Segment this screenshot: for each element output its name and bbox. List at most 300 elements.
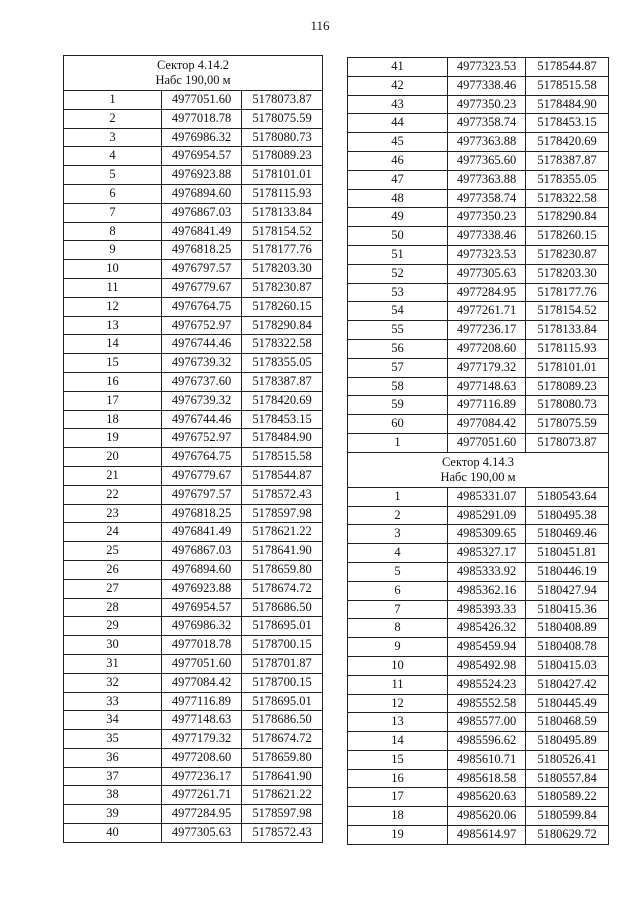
x-coordinate-cell: 4977305.63 bbox=[448, 264, 526, 283]
table-row bbox=[348, 208, 609, 227]
point-number-cell: 23 bbox=[64, 504, 162, 523]
point-number-cell: 30 bbox=[64, 636, 162, 655]
table-row bbox=[348, 433, 609, 452]
table-row bbox=[348, 675, 609, 694]
table-row bbox=[348, 283, 609, 302]
y-coordinate-cell: 5178484.90 bbox=[242, 429, 323, 448]
x-coordinate-cell: 4985309.65 bbox=[448, 525, 526, 544]
point-number-cell: 28 bbox=[64, 598, 162, 617]
x-coordinate-cell: 4985596.62 bbox=[448, 732, 526, 751]
point-number-cell: 2 bbox=[348, 506, 448, 525]
table-row bbox=[348, 95, 609, 114]
table-row bbox=[348, 415, 609, 434]
table-row bbox=[64, 335, 323, 354]
x-coordinate-cell: 4977148.63 bbox=[448, 377, 526, 396]
point-number-cell: 31 bbox=[64, 654, 162, 673]
sector-header bbox=[64, 56, 323, 91]
y-coordinate-cell: 5178695.01 bbox=[242, 692, 323, 711]
point-number-cell: 3 bbox=[64, 128, 162, 147]
y-coordinate-cell: 5178089.23 bbox=[242, 147, 323, 166]
point-number-cell: 12 bbox=[64, 297, 162, 316]
y-coordinate-cell: 5178075.59 bbox=[242, 109, 323, 128]
y-coordinate-cell: 5180408.89 bbox=[526, 619, 609, 638]
point-number-cell: 4 bbox=[64, 147, 162, 166]
y-coordinate-cell: 5178133.84 bbox=[526, 321, 609, 340]
table-row bbox=[348, 562, 609, 581]
y-coordinate-cell: 5178515.58 bbox=[242, 448, 323, 467]
point-number-cell: 7 bbox=[64, 203, 162, 222]
x-coordinate-cell: 4977208.60 bbox=[448, 339, 526, 358]
table-row bbox=[348, 264, 609, 283]
x-coordinate-cell: 4977236.17 bbox=[448, 321, 526, 340]
y-coordinate-cell: 5178420.69 bbox=[242, 391, 323, 410]
table-row bbox=[348, 133, 609, 152]
point-number-cell: 47 bbox=[348, 170, 448, 189]
x-coordinate-cell: 4977051.60 bbox=[162, 654, 242, 673]
point-number-cell: 6 bbox=[348, 581, 448, 600]
y-coordinate-cell: 5178230.87 bbox=[526, 245, 609, 264]
point-number-cell: 1 bbox=[348, 433, 448, 452]
sector-height: Набс 190,00 м bbox=[155, 73, 231, 87]
x-coordinate-cell: 4976841.49 bbox=[162, 523, 242, 542]
x-coordinate-cell: 4976954.57 bbox=[162, 598, 242, 617]
y-coordinate-cell: 5180589.22 bbox=[526, 788, 609, 807]
x-coordinate-cell: 4977363.88 bbox=[448, 170, 526, 189]
point-number-cell: 8 bbox=[64, 222, 162, 241]
table-row bbox=[348, 189, 609, 208]
table-row bbox=[64, 692, 323, 711]
y-coordinate-cell: 5178686.50 bbox=[242, 598, 323, 617]
point-number-cell: 10 bbox=[348, 656, 448, 675]
y-coordinate-cell: 5178115.93 bbox=[242, 184, 323, 203]
x-coordinate-cell: 4985362.16 bbox=[448, 581, 526, 600]
table-row bbox=[348, 826, 609, 845]
point-number-cell: 26 bbox=[64, 560, 162, 579]
x-coordinate-cell: 4977338.46 bbox=[448, 227, 526, 246]
point-number-cell: 16 bbox=[64, 372, 162, 391]
y-coordinate-cell: 5178695.01 bbox=[242, 617, 323, 636]
table-row bbox=[348, 58, 609, 77]
point-number-cell: 11 bbox=[348, 675, 448, 694]
sector-header bbox=[348, 452, 609, 487]
y-coordinate-cell: 5178674.72 bbox=[242, 730, 323, 749]
point-number-cell: 46 bbox=[348, 151, 448, 170]
x-coordinate-cell: 4977358.74 bbox=[448, 189, 526, 208]
table-row bbox=[348, 487, 609, 506]
x-coordinate-cell: 4977236.17 bbox=[162, 767, 242, 786]
point-number-cell: 52 bbox=[348, 264, 448, 283]
point-number-cell: 1 bbox=[64, 91, 162, 110]
x-coordinate-cell: 4985327.17 bbox=[448, 544, 526, 563]
y-coordinate-cell: 5178230.87 bbox=[242, 278, 323, 297]
point-number-cell: 21 bbox=[64, 466, 162, 485]
table-row bbox=[64, 598, 323, 617]
table-row bbox=[64, 128, 323, 147]
x-coordinate-cell: 4985291.09 bbox=[448, 506, 526, 525]
table-row bbox=[348, 245, 609, 264]
point-number-cell: 20 bbox=[64, 448, 162, 467]
table-row bbox=[348, 339, 609, 358]
x-coordinate-cell: 4985620.63 bbox=[448, 788, 526, 807]
y-coordinate-cell: 5178453.15 bbox=[526, 114, 609, 133]
point-number-cell: 18 bbox=[64, 410, 162, 429]
x-coordinate-cell: 4976739.32 bbox=[162, 391, 242, 410]
point-number-cell: 1 bbox=[348, 487, 448, 506]
y-coordinate-cell: 5178073.87 bbox=[526, 433, 609, 452]
table-row bbox=[64, 316, 323, 335]
y-coordinate-cell: 5178177.76 bbox=[526, 283, 609, 302]
x-coordinate-cell: 4976818.25 bbox=[162, 241, 242, 260]
point-number-cell: 40 bbox=[64, 824, 162, 843]
y-coordinate-cell: 5178154.52 bbox=[242, 222, 323, 241]
sector-header-row bbox=[348, 452, 609, 487]
x-coordinate-cell: 4977365.60 bbox=[448, 151, 526, 170]
x-coordinate-cell: 4985459.94 bbox=[448, 638, 526, 657]
y-coordinate-cell: 5178101.01 bbox=[526, 358, 609, 377]
y-coordinate-cell: 5178641.90 bbox=[242, 767, 323, 786]
table-row bbox=[64, 805, 323, 824]
y-coordinate-cell: 5178355.05 bbox=[242, 354, 323, 373]
y-coordinate-cell: 5178387.87 bbox=[242, 372, 323, 391]
coordinates-table-left bbox=[63, 55, 323, 843]
y-coordinate-cell: 5178659.80 bbox=[242, 560, 323, 579]
table-row bbox=[64, 184, 323, 203]
table-row bbox=[64, 730, 323, 749]
x-coordinate-cell: 4977018.78 bbox=[162, 636, 242, 655]
y-coordinate-cell: 5180415.36 bbox=[526, 600, 609, 619]
table-row bbox=[348, 656, 609, 675]
point-number-cell: 59 bbox=[348, 396, 448, 415]
table-row bbox=[64, 241, 323, 260]
point-number-cell: 45 bbox=[348, 133, 448, 152]
point-number-cell: 6 bbox=[64, 184, 162, 203]
x-coordinate-cell: 4985610.71 bbox=[448, 750, 526, 769]
y-coordinate-cell: 5178700.15 bbox=[242, 673, 323, 692]
x-coordinate-cell: 4976779.67 bbox=[162, 278, 242, 297]
y-coordinate-cell: 5178075.59 bbox=[526, 415, 609, 434]
table-row bbox=[348, 377, 609, 396]
point-number-cell: 7 bbox=[348, 600, 448, 619]
table-row bbox=[348, 227, 609, 246]
y-coordinate-cell: 5178387.87 bbox=[526, 151, 609, 170]
table-row bbox=[64, 109, 323, 128]
x-coordinate-cell: 4977323.53 bbox=[448, 58, 526, 77]
table-row bbox=[64, 391, 323, 410]
x-coordinate-cell: 4985620.06 bbox=[448, 807, 526, 826]
x-coordinate-cell: 4985393.33 bbox=[448, 600, 526, 619]
y-coordinate-cell: 5178290.84 bbox=[526, 208, 609, 227]
point-number-cell: 9 bbox=[348, 638, 448, 657]
table-row bbox=[348, 732, 609, 751]
y-coordinate-cell: 5178659.80 bbox=[242, 748, 323, 767]
x-coordinate-cell: 4976818.25 bbox=[162, 504, 242, 523]
table-row bbox=[64, 278, 323, 297]
x-coordinate-cell: 4977350.23 bbox=[448, 208, 526, 227]
table-row bbox=[348, 750, 609, 769]
x-coordinate-cell: 4977084.42 bbox=[448, 415, 526, 434]
table-row bbox=[64, 448, 323, 467]
table-row bbox=[348, 807, 609, 826]
x-coordinate-cell: 4976894.60 bbox=[162, 184, 242, 203]
x-coordinate-cell: 4977350.23 bbox=[448, 95, 526, 114]
table-row bbox=[64, 410, 323, 429]
table-row bbox=[348, 619, 609, 638]
table-row bbox=[64, 222, 323, 241]
point-number-cell: 19 bbox=[64, 429, 162, 448]
point-number-cell: 13 bbox=[348, 713, 448, 732]
x-coordinate-cell: 4977018.78 bbox=[162, 109, 242, 128]
x-coordinate-cell: 4976797.57 bbox=[162, 260, 242, 279]
y-coordinate-cell: 5178700.15 bbox=[242, 636, 323, 655]
y-coordinate-cell: 5180468.59 bbox=[526, 713, 609, 732]
table-row bbox=[64, 748, 323, 767]
table-row bbox=[64, 260, 323, 279]
table-row bbox=[64, 354, 323, 373]
y-coordinate-cell: 5178686.50 bbox=[242, 711, 323, 730]
x-coordinate-cell: 4977208.60 bbox=[162, 748, 242, 767]
table-row bbox=[348, 769, 609, 788]
point-number-cell: 11 bbox=[64, 278, 162, 297]
point-number-cell: 19 bbox=[348, 826, 448, 845]
point-number-cell: 48 bbox=[348, 189, 448, 208]
table-row bbox=[64, 673, 323, 692]
x-coordinate-cell: 4977284.95 bbox=[162, 805, 242, 824]
y-coordinate-cell: 5180495.89 bbox=[526, 732, 609, 751]
y-coordinate-cell: 5180469.46 bbox=[526, 525, 609, 544]
y-coordinate-cell: 5178080.73 bbox=[526, 396, 609, 415]
table-row bbox=[64, 297, 323, 316]
point-number-cell: 55 bbox=[348, 321, 448, 340]
y-coordinate-cell: 5180451.81 bbox=[526, 544, 609, 563]
y-coordinate-cell: 5178420.69 bbox=[526, 133, 609, 152]
y-coordinate-cell: 5178115.93 bbox=[526, 339, 609, 358]
point-number-cell: 14 bbox=[348, 732, 448, 751]
point-number-cell: 27 bbox=[64, 579, 162, 598]
x-coordinate-cell: 4976894.60 bbox=[162, 560, 242, 579]
y-coordinate-cell: 5178290.84 bbox=[242, 316, 323, 335]
point-number-cell: 29 bbox=[64, 617, 162, 636]
table-row bbox=[64, 429, 323, 448]
x-coordinate-cell: 4976867.03 bbox=[162, 203, 242, 222]
table-row bbox=[348, 358, 609, 377]
table-row bbox=[64, 786, 323, 805]
point-number-cell: 33 bbox=[64, 692, 162, 711]
y-coordinate-cell: 5178572.43 bbox=[242, 485, 323, 504]
x-coordinate-cell: 4977179.32 bbox=[162, 730, 242, 749]
x-coordinate-cell: 4976737.60 bbox=[162, 372, 242, 391]
table-row bbox=[348, 600, 609, 619]
y-coordinate-cell: 5178621.22 bbox=[242, 523, 323, 542]
point-number-cell: 56 bbox=[348, 339, 448, 358]
y-coordinate-cell: 5180543.64 bbox=[526, 487, 609, 506]
table-row bbox=[64, 767, 323, 786]
point-number-cell: 36 bbox=[64, 748, 162, 767]
point-number-cell: 39 bbox=[64, 805, 162, 824]
table-row bbox=[64, 654, 323, 673]
y-coordinate-cell: 5178621.22 bbox=[242, 786, 323, 805]
x-coordinate-cell: 4976764.75 bbox=[162, 297, 242, 316]
y-coordinate-cell: 5178453.15 bbox=[242, 410, 323, 429]
sector-title: Сектор 4.14.2 bbox=[156, 58, 230, 72]
table-row bbox=[64, 636, 323, 655]
x-coordinate-cell: 4977261.71 bbox=[162, 786, 242, 805]
point-number-cell: 51 bbox=[348, 245, 448, 264]
point-number-cell: 4 bbox=[348, 544, 448, 563]
table-row bbox=[348, 396, 609, 415]
x-coordinate-cell: 4977051.60 bbox=[162, 91, 242, 110]
point-number-cell: 35 bbox=[64, 730, 162, 749]
x-coordinate-cell: 4976744.46 bbox=[162, 335, 242, 354]
page-number: 116 bbox=[310, 18, 330, 33]
y-coordinate-cell: 5180427.94 bbox=[526, 581, 609, 600]
point-number-cell: 24 bbox=[64, 523, 162, 542]
y-coordinate-cell: 5178701.87 bbox=[242, 654, 323, 673]
table-row bbox=[348, 581, 609, 600]
x-coordinate-cell: 4977116.89 bbox=[448, 396, 526, 415]
sector-height: Набс 190,00 м bbox=[440, 469, 516, 484]
x-coordinate-cell: 4977284.95 bbox=[448, 283, 526, 302]
x-coordinate-cell: 4976954.57 bbox=[162, 147, 242, 166]
x-coordinate-cell: 4985331.07 bbox=[448, 487, 526, 506]
table-row bbox=[64, 711, 323, 730]
point-number-cell: 14 bbox=[64, 335, 162, 354]
table-row bbox=[64, 523, 323, 542]
y-coordinate-cell: 5178260.15 bbox=[242, 297, 323, 316]
point-number-cell: 57 bbox=[348, 358, 448, 377]
x-coordinate-cell: 4976752.97 bbox=[162, 429, 242, 448]
table-row bbox=[64, 203, 323, 222]
point-number-cell: 58 bbox=[348, 377, 448, 396]
point-number-cell: 44 bbox=[348, 114, 448, 133]
y-coordinate-cell: 5178322.58 bbox=[242, 335, 323, 354]
y-coordinate-cell: 5178203.30 bbox=[242, 260, 323, 279]
point-number-cell: 37 bbox=[64, 767, 162, 786]
table-row bbox=[64, 542, 323, 561]
y-coordinate-cell: 5178484.90 bbox=[526, 95, 609, 114]
y-coordinate-cell: 5180557.84 bbox=[526, 769, 609, 788]
table-row bbox=[64, 485, 323, 504]
table-row bbox=[348, 638, 609, 657]
x-coordinate-cell: 4977179.32 bbox=[448, 358, 526, 377]
x-coordinate-cell: 4976739.32 bbox=[162, 354, 242, 373]
table-row bbox=[348, 525, 609, 544]
point-number-cell: 9 bbox=[64, 241, 162, 260]
sector-title: Сектор 4.14.3 bbox=[441, 454, 515, 469]
point-number-cell: 43 bbox=[348, 95, 448, 114]
y-coordinate-cell: 5178154.52 bbox=[526, 302, 609, 321]
table-row bbox=[64, 579, 323, 598]
x-coordinate-cell: 4976779.67 bbox=[162, 466, 242, 485]
x-coordinate-cell: 4976923.88 bbox=[162, 166, 242, 185]
y-coordinate-cell: 5178597.98 bbox=[242, 805, 323, 824]
y-coordinate-cell: 5178133.84 bbox=[242, 203, 323, 222]
x-coordinate-cell: 4976986.32 bbox=[162, 617, 242, 636]
y-coordinate-cell: 5178260.15 bbox=[526, 227, 609, 246]
point-number-cell: 16 bbox=[348, 769, 448, 788]
table-row bbox=[64, 617, 323, 636]
point-number-cell: 49 bbox=[348, 208, 448, 227]
point-number-cell: 18 bbox=[348, 807, 448, 826]
point-number-cell: 34 bbox=[64, 711, 162, 730]
y-coordinate-cell: 5178641.90 bbox=[242, 542, 323, 561]
x-coordinate-cell: 4977051.60 bbox=[448, 433, 526, 452]
point-number-cell: 38 bbox=[64, 786, 162, 805]
table-row bbox=[348, 321, 609, 340]
point-number-cell: 25 bbox=[64, 542, 162, 561]
y-coordinate-cell: 5178544.87 bbox=[242, 466, 323, 485]
y-coordinate-cell: 5178203.30 bbox=[526, 264, 609, 283]
point-number-cell: 10 bbox=[64, 260, 162, 279]
table-row bbox=[348, 506, 609, 525]
point-number-cell: 2 bbox=[64, 109, 162, 128]
y-coordinate-cell: 5178080.73 bbox=[242, 128, 323, 147]
table-row bbox=[348, 151, 609, 170]
point-number-cell: 42 bbox=[348, 76, 448, 95]
x-coordinate-cell: 4985333.92 bbox=[448, 562, 526, 581]
x-coordinate-cell: 4976764.75 bbox=[162, 448, 242, 467]
x-coordinate-cell: 4976744.46 bbox=[162, 410, 242, 429]
y-coordinate-cell: 5178544.87 bbox=[526, 58, 609, 77]
x-coordinate-cell: 4976797.57 bbox=[162, 485, 242, 504]
table-row bbox=[64, 504, 323, 523]
x-coordinate-cell: 4977358.74 bbox=[448, 114, 526, 133]
table-row bbox=[348, 544, 609, 563]
point-number-cell: 3 bbox=[348, 525, 448, 544]
y-coordinate-cell: 5178597.98 bbox=[242, 504, 323, 523]
x-coordinate-cell: 4985614.97 bbox=[448, 826, 526, 845]
y-coordinate-cell: 5180599.84 bbox=[526, 807, 609, 826]
y-coordinate-cell: 5180629.72 bbox=[526, 826, 609, 845]
x-coordinate-cell: 4985524.23 bbox=[448, 675, 526, 694]
table-row bbox=[64, 147, 323, 166]
y-coordinate-cell: 5180446.19 bbox=[526, 562, 609, 581]
table-row bbox=[64, 824, 323, 843]
table-row bbox=[348, 114, 609, 133]
point-number-cell: 15 bbox=[64, 354, 162, 373]
x-coordinate-cell: 4977261.71 bbox=[448, 302, 526, 321]
point-number-cell: 60 bbox=[348, 415, 448, 434]
y-coordinate-cell: 5178674.72 bbox=[242, 579, 323, 598]
table-row bbox=[348, 694, 609, 713]
x-coordinate-cell: 4985552.58 bbox=[448, 694, 526, 713]
table-row bbox=[348, 302, 609, 321]
point-number-cell: 54 bbox=[348, 302, 448, 321]
x-coordinate-cell: 4985577.00 bbox=[448, 713, 526, 732]
point-number-cell: 5 bbox=[348, 562, 448, 581]
x-coordinate-cell: 4985618.58 bbox=[448, 769, 526, 788]
y-coordinate-cell: 5180445.49 bbox=[526, 694, 609, 713]
point-number-cell: 50 bbox=[348, 227, 448, 246]
y-coordinate-cell: 5180526.41 bbox=[526, 750, 609, 769]
y-coordinate-cell: 5178572.43 bbox=[242, 824, 323, 843]
y-coordinate-cell: 5178355.05 bbox=[526, 170, 609, 189]
point-number-cell: 8 bbox=[348, 619, 448, 638]
point-number-cell: 13 bbox=[64, 316, 162, 335]
x-coordinate-cell: 4977338.46 bbox=[448, 76, 526, 95]
y-coordinate-cell: 5178101.01 bbox=[242, 166, 323, 185]
x-coordinate-cell: 4976752.97 bbox=[162, 316, 242, 335]
y-coordinate-cell: 5178322.58 bbox=[526, 189, 609, 208]
table-row bbox=[64, 166, 323, 185]
y-coordinate-cell: 5180427.42 bbox=[526, 675, 609, 694]
y-coordinate-cell: 5180495.38 bbox=[526, 506, 609, 525]
point-number-cell: 17 bbox=[64, 391, 162, 410]
y-coordinate-cell: 5178177.76 bbox=[242, 241, 323, 260]
point-number-cell: 22 bbox=[64, 485, 162, 504]
table-row bbox=[348, 76, 609, 95]
y-coordinate-cell: 5178515.58 bbox=[526, 76, 609, 95]
x-coordinate-cell: 4977148.63 bbox=[162, 711, 242, 730]
